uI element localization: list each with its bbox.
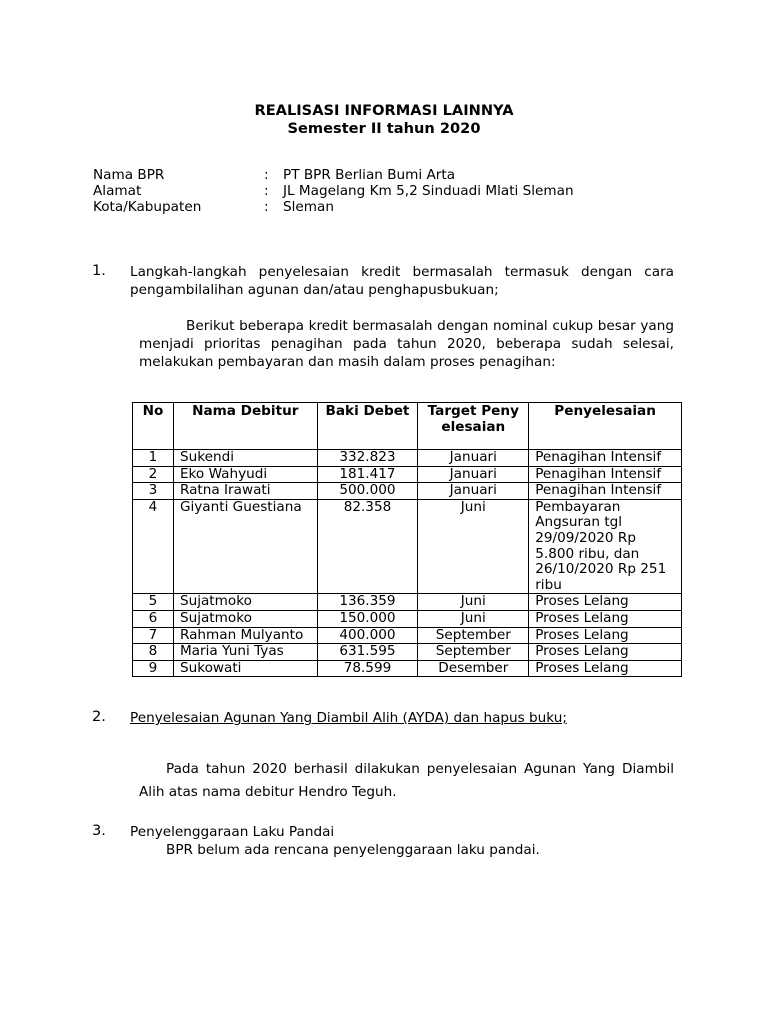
cell-baki-debet: 181.417 (317, 466, 418, 483)
cell-target: Januari (418, 466, 529, 483)
cell-baki-debet: 332.823 (317, 450, 418, 467)
cell-baki-debet: 78.599 (317, 660, 418, 677)
section-1-paragraph: Berikut beberapa kredit bermasalah dengan nominal cukup besar yang menjadi prioritas penagihan pada tahun 2020, beberapa sudah selesai, melakukan pembayaran dan masih dalam proses penagihan: (139, 318, 674, 370)
table-row (133, 466, 682, 483)
section-3-heading: Penyelenggaraan Laku Pandai (130, 824, 335, 840)
cell-target: Januari (418, 483, 529, 500)
info-value-nama-bpr: PT BPR Berlian Bumi Arta (283, 167, 456, 183)
cell-target: September (418, 644, 529, 661)
table-row (133, 594, 682, 611)
table-row (133, 499, 682, 594)
cell-no: 6 (133, 610, 174, 627)
cell-penyelesaian: Proses Lelang (529, 627, 682, 644)
table-row (133, 627, 682, 644)
info-value-kota: Sleman (283, 199, 334, 215)
cell-no: 7 (133, 627, 174, 644)
cell-no: 3 (133, 483, 174, 500)
table-header-row (133, 403, 682, 450)
cell-nama-debitur: Giyanti Guestiana (173, 499, 317, 594)
cell-penyelesaian: Penagihan Intensif (529, 450, 682, 467)
cell-nama-debitur: Sukowati (173, 660, 317, 677)
info-label-alamat: Alamat (93, 183, 142, 199)
section-3-paragraph: BPR belum ada rencana penyelenggaraan laku pandai. (166, 842, 540, 858)
cell-no: 8 (133, 644, 174, 661)
cell-no: 2 (133, 466, 174, 483)
cell-baki-debet: 400.000 (317, 627, 418, 644)
section-1-heading: Langkah-langkah penyelesaian kredit bermasalah termasuk dengan cara pengambilalihan agunan dan/atau penghapusbukuan; (130, 264, 674, 298)
document-title: REALISASI INFORMASI LAINNYA (254, 102, 514, 119)
table-row (133, 483, 682, 500)
cell-penyelesaian: Proses Lelang (529, 610, 682, 627)
cell-target: Januari (418, 450, 529, 467)
cell-nama-debitur: Eko Wahyudi (173, 466, 317, 483)
table-row (133, 644, 682, 661)
cell-penyelesaian: Pembayaran Angsuran tgl 29/09/2020 Rp 5.800 ribu, dan 26/10/2020 Rp 251 ribu (529, 499, 682, 594)
cell-penyelesaian: Proses Lelang (529, 660, 682, 677)
table-row (133, 610, 682, 627)
cell-penyelesaian: Penagihan Intensif (529, 483, 682, 500)
cell-no: 5 (133, 594, 174, 611)
cell-penyelesaian: Penagihan Intensif (529, 466, 682, 483)
section-2-number: 2. (92, 708, 106, 725)
cell-penyelesaian: Proses Lelang (529, 644, 682, 661)
section-2-heading: Penyelesaian Agunan Yang Diambil Alih (AYDA) dan hapus buku; (130, 710, 567, 726)
cell-target: Juni (418, 594, 529, 611)
section-2-paragraph: Pada tahun 2020 berhasil dilakukan penyelesaian Agunan Yang Diambil Alih atas nama debitur Hendro Teguh. (139, 761, 674, 800)
header-nama-debitur: Nama Debitur (173, 403, 317, 450)
problem-credit-table (132, 402, 682, 677)
header-target: Target Penyelesaian (418, 403, 529, 450)
info-value-alamat: JL Magelang Km 5,2 Sinduadi Mlati Sleman (283, 183, 574, 199)
cell-baki-debet: 631.595 (317, 644, 418, 661)
cell-baki-debet: 136.359 (317, 594, 418, 611)
cell-target: Juni (418, 499, 529, 594)
info-label-kota: Kota/Kabupaten (93, 199, 202, 215)
info-label-nama-bpr: Nama BPR (93, 167, 165, 183)
header-no: No (133, 403, 174, 450)
cell-no: 1 (133, 450, 174, 467)
document-subtitle: Semester II tahun 2020 (287, 120, 481, 137)
cell-no: 4 (133, 499, 174, 594)
cell-target: September (418, 627, 529, 644)
info-colon: : (264, 167, 269, 183)
table-row (133, 450, 682, 467)
header-baki-debet: Baki Debet (317, 403, 418, 450)
cell-baki-debet: 150.000 (317, 610, 418, 627)
cell-nama-debitur: Sujatmoko (173, 610, 317, 627)
info-colon: : (264, 183, 269, 199)
cell-no: 9 (133, 660, 174, 677)
cell-nama-debitur: Rahman Mulyanto (173, 627, 317, 644)
info-colon: : (264, 199, 269, 215)
cell-baki-debet: 500.000 (317, 483, 418, 500)
cell-nama-debitur: Sujatmoko (173, 594, 317, 611)
cell-nama-debitur: Maria Yuni Tyas (173, 644, 317, 661)
cell-penyelesaian: Proses Lelang (529, 594, 682, 611)
cell-target: Juni (418, 610, 529, 627)
section-3-number: 3. (92, 822, 106, 839)
cell-nama-debitur: Sukendi (173, 450, 317, 467)
section-1-number: 1. (92, 262, 106, 279)
table-row (133, 660, 682, 677)
cell-baki-debet: 82.358 (317, 499, 418, 594)
cell-target: Desember (418, 660, 529, 677)
header-penyelesaian: Penyelesaian (529, 403, 682, 450)
cell-nama-debitur: Ratna Irawati (173, 483, 317, 500)
